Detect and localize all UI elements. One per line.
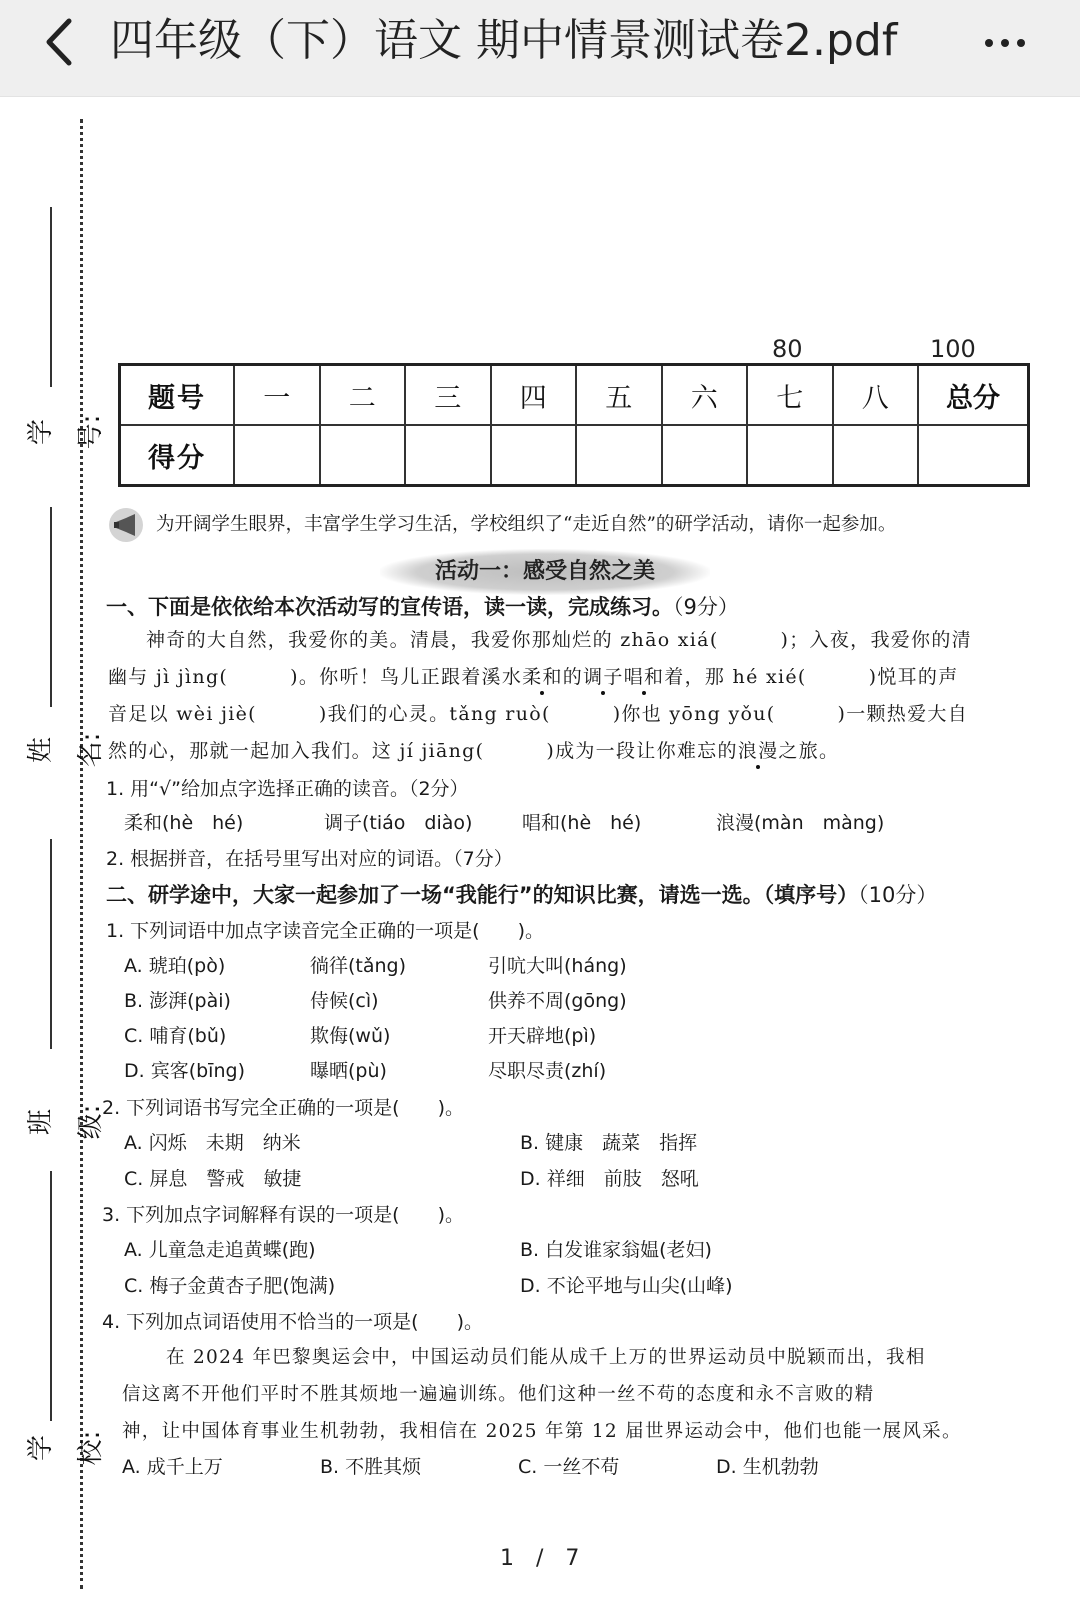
- option-word: 尽职尽责(zhí): [488, 1060, 607, 1082]
- option-b[interactable]: B. 键康 蔬菜 指挥: [520, 1132, 698, 1154]
- option-d[interactable]: D. 不论平地与山尖(山峰): [520, 1275, 733, 1297]
- pinyin-choice[interactable]: 唱和(hè hé): [522, 812, 642, 834]
- document-title: 四年级（下）语文 期中情景测试卷2.pdf: [110, 15, 898, 66]
- option-d[interactable]: D. 祥细 前肢 怒吼: [520, 1168, 699, 1190]
- handwritten-mark: 100: [930, 335, 976, 363]
- question-2-3: 3. 下列加点字词解释有误的一项是( )。: [102, 1204, 464, 1226]
- handwritten-mark: 80: [772, 335, 803, 363]
- more-horizontal-icon: [985, 39, 993, 47]
- score-table-cell: 总分: [918, 365, 1029, 426]
- megaphone-icon: [108, 507, 144, 543]
- question-2-4: 4. 下列加点词语使用不恰当的一项是( )。: [102, 1311, 483, 1333]
- page-indicator: 1 / 7: [500, 1546, 580, 1571]
- score-table-cell: [662, 425, 748, 486]
- passage-line: 神奇的大自然，我爱你的美。清晨，我爱你那灿烂的 zhāo xiá( )；入夜，我爱你的清: [146, 629, 972, 651]
- class-label: 班级:: [26, 1104, 106, 1140]
- option-b[interactable]: B. 不胜其烦: [320, 1456, 422, 1478]
- option-word: 欺侮(wǔ): [310, 1025, 391, 1047]
- option-word: 开天辟地(pì): [488, 1025, 597, 1047]
- pinyin-choice[interactable]: 调子(tiáo diào): [324, 812, 473, 834]
- option-word: 曝晒(pù): [310, 1060, 387, 1082]
- student-id-field: [14, 207, 106, 467]
- option-a[interactable]: A. 儿童急走追黄蝶(跑): [124, 1239, 316, 1261]
- score-table-cell: 二: [320, 365, 406, 426]
- score-table-cell: [491, 425, 577, 486]
- name-label: 姓名:: [26, 732, 106, 768]
- option-a[interactable]: A. 闪烁 未期 纳米: [124, 1132, 301, 1154]
- score-table-cell: 七: [747, 365, 833, 426]
- passage-line: 然的心，那就一起加入我们。这 jí jiāng( )成为一段让你难忘的浪漫之旅。: [108, 740, 840, 762]
- score-table-cell: [747, 425, 833, 486]
- passage-line: 神，让中国体育事业生机勃勃，我相信在 2025 年第 12 届世界运动会中，他们也能一展风采。: [122, 1421, 962, 1442]
- score-table-cell: [576, 425, 662, 486]
- score-table-cell: [320, 425, 406, 486]
- option-d[interactable]: D. 宾客(bīng): [124, 1060, 245, 1082]
- score-table-cell: 五: [576, 365, 662, 426]
- section-1-points: （9分）: [673, 595, 739, 619]
- score-table: [118, 363, 1030, 487]
- class-field: [14, 839, 106, 1140]
- score-table-cell: 三: [405, 365, 491, 426]
- score-table-header-row: [120, 365, 1029, 426]
- binding-margin: [0, 97, 106, 1613]
- score-table-cell: [234, 425, 320, 486]
- passage-line: 音足以 wèi jiè( )我们的心灵。tǎng ruò( )你也 yōng yǒu( )一颗热爱大自: [108, 703, 968, 725]
- option-a[interactable]: A. 琥珀(pò): [124, 955, 226, 977]
- score-table-cell: 六: [662, 365, 748, 426]
- option-a[interactable]: A. 成千上万: [122, 1456, 223, 1478]
- intro-text: 为开阔学生眼界，丰富学生学习生活，学校组织了“走近自然”的研学活动，请你一起参加。: [156, 514, 897, 535]
- chevron-left-icon: [41, 17, 75, 67]
- pdf-page[interactable]: [0, 97, 1080, 1613]
- question-1-1: 1. 用“√”给加点字选择正确的读音。（2分）: [106, 778, 469, 800]
- option-c[interactable]: C. 梅子金黄杏子肥(饱满): [124, 1275, 336, 1297]
- score-table-cell: 八: [833, 365, 919, 426]
- school-label: 学校:: [26, 1430, 106, 1466]
- section-2-points: （10分）: [858, 883, 938, 907]
- score-table-score-row: [120, 425, 1029, 486]
- cut-line: [80, 119, 83, 1589]
- score-table-cell: 四: [491, 365, 577, 426]
- activity-title: 活动一：感受自然之美: [380, 549, 710, 595]
- score-table-cell: 得分: [120, 425, 235, 486]
- question-2-2: 2. 下列词语书写完全正确的一项是( )。: [102, 1097, 464, 1119]
- passage-line: 在 2024 年巴黎奥运会中，中国运动员们能从成千上万的世界运动员中脱颖而出，我相: [166, 1347, 926, 1368]
- question-2-1: 1. 下列词语中加点字读音完全正确的一项是( )。: [106, 920, 544, 942]
- top-app-bar: [0, 0, 1080, 97]
- option-word: 供养不周(gōng): [488, 990, 627, 1012]
- option-b[interactable]: B. 澎湃(pài): [124, 990, 231, 1012]
- score-table-cell: [405, 425, 491, 486]
- student-id-label: 学号:: [26, 414, 106, 450]
- option-c[interactable]: C. 屏息 警戒 敏捷: [124, 1168, 302, 1190]
- option-c[interactable]: C. 一丝不苟: [518, 1456, 620, 1478]
- option-word: 引吭大叫(háng): [488, 955, 627, 977]
- section-1-heading: 一、下面是依依给本次活动写的宣传语，读一读，完成练习。（9分）: [106, 595, 739, 619]
- option-c[interactable]: C. 哺育(bǔ): [124, 1025, 227, 1047]
- score-table-cell: 一: [234, 365, 320, 426]
- section-2-heading: 二、研学途中，大家一起参加了一场“我能行”的知识比赛，请选一选。（填序号）（10分）: [106, 883, 938, 907]
- back-button[interactable]: [28, 10, 88, 74]
- option-word: 侍候(cì): [310, 990, 379, 1012]
- option-word: 徜徉(tǎng): [310, 955, 407, 977]
- option-d[interactable]: D. 生机勃勃: [716, 1456, 819, 1478]
- pinyin-choice[interactable]: 柔和(hè hé): [124, 812, 244, 834]
- score-table-cell: 题号: [120, 365, 235, 426]
- more-options-button[interactable]: [970, 18, 1040, 68]
- score-table-cell: [918, 425, 1029, 486]
- passage-line: 信这离不开他们平时不胜其烦地一遍遍训练。他们这种一丝不苟的态度和永不言败的精: [122, 1384, 875, 1405]
- question-1-2: 2. 根据拼音，在括号里写出对应的词语。（7分）: [106, 848, 513, 870]
- name-field: [14, 507, 106, 787]
- score-table-cell: [833, 425, 919, 486]
- intro-line: [108, 505, 1008, 545]
- passage-line: 幽与 jì jìng( )。你听！鸟儿正跟着溪水柔和的调子唱和着，那 hé xié( )悦耳的声: [108, 666, 959, 688]
- option-b[interactable]: B. 白发谁家翁媪(老妇): [520, 1239, 712, 1261]
- pinyin-choice[interactable]: 浪漫(màn màng): [716, 812, 885, 834]
- school-field: [14, 1171, 106, 1471]
